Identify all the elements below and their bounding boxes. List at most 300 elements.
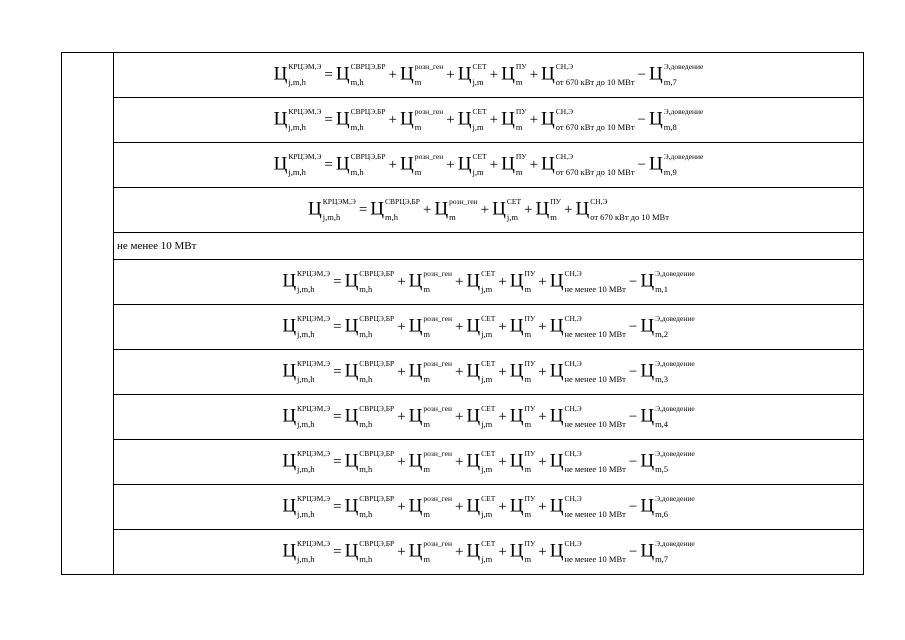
symbol-ts: Ц bbox=[509, 316, 524, 337]
price-formula bbox=[282, 404, 695, 429]
script-stack bbox=[555, 62, 635, 87]
term-delivery bbox=[640, 404, 695, 429]
superscript: КРЦЭМ,Э bbox=[322, 197, 356, 206]
plus-sign: + bbox=[498, 273, 507, 290]
term-generation bbox=[335, 62, 386, 87]
script-stack bbox=[423, 494, 452, 519]
term-lhs bbox=[282, 269, 331, 294]
symbol-ts: Ц bbox=[282, 361, 297, 382]
script-stack bbox=[524, 269, 536, 294]
symbol-ts: Ц bbox=[640, 541, 655, 562]
subscript: m bbox=[515, 76, 523, 87]
symbol-ts: Ц bbox=[575, 199, 590, 220]
subscript: j,m,h bbox=[297, 463, 315, 474]
subscript: j,m bbox=[481, 508, 493, 519]
symbol-ts: Ц bbox=[308, 199, 322, 220]
term-retail bbox=[408, 269, 452, 294]
subscript: j,m,h bbox=[288, 121, 306, 132]
symbol-ts: Ц bbox=[509, 271, 524, 292]
plus-sign: + bbox=[388, 66, 397, 83]
subscript: j,m bbox=[481, 373, 493, 384]
minus-sign: − bbox=[628, 498, 638, 515]
plus-sign: + bbox=[454, 318, 464, 335]
price-formula bbox=[308, 197, 669, 222]
symbol-ts: Ц bbox=[466, 406, 481, 427]
superscript: СЕТ bbox=[481, 539, 496, 548]
plus-sign: + bbox=[422, 201, 432, 218]
superscript: КРЦЭМ,Э bbox=[297, 404, 331, 413]
symbol-ts: Ц bbox=[282, 316, 297, 337]
subscript: m,h bbox=[350, 121, 364, 132]
script-stack bbox=[655, 539, 695, 564]
superscript: Э,доведение bbox=[655, 539, 695, 548]
script-stack bbox=[663, 62, 704, 87]
subscript: m,h bbox=[359, 283, 373, 294]
subscript: от 670 кВт до 10 МВт bbox=[590, 211, 669, 222]
symbol-ts: Ц bbox=[549, 361, 564, 382]
formula-cell bbox=[114, 98, 864, 143]
term-own-needs bbox=[549, 449, 626, 474]
symbol-ts: Ц bbox=[492, 199, 506, 220]
superscript: Э,доведение bbox=[655, 404, 695, 413]
script-stack bbox=[564, 449, 626, 474]
superscript: СЕТ bbox=[472, 107, 487, 116]
symbol-ts: Ц bbox=[535, 199, 550, 220]
subscript: m,7 bbox=[663, 76, 677, 87]
formula-cell bbox=[114, 188, 864, 233]
superscript: ПУ bbox=[524, 269, 536, 278]
superscript: розн_ген bbox=[423, 539, 452, 548]
script-stack bbox=[515, 107, 527, 132]
superscript: Э,доведение bbox=[663, 152, 704, 161]
symbol-ts: Ц bbox=[408, 271, 423, 292]
symbol-ts: Ц bbox=[408, 541, 423, 562]
term-own-needs bbox=[541, 107, 635, 132]
formula-cell bbox=[114, 350, 864, 395]
superscript: ПУ bbox=[524, 539, 536, 548]
script-stack bbox=[359, 269, 395, 294]
subscript: m,5 bbox=[655, 463, 669, 474]
script-stack bbox=[423, 404, 452, 429]
superscript: КРЦЭМ,Э bbox=[297, 494, 331, 503]
superscript: ПУ bbox=[524, 449, 536, 458]
term-network bbox=[466, 494, 496, 519]
subscript: m bbox=[423, 463, 431, 474]
script-stack bbox=[359, 359, 395, 384]
superscript: Э,доведение bbox=[655, 359, 695, 368]
subscript: m,h bbox=[359, 328, 373, 339]
formula-row bbox=[62, 143, 864, 188]
script-stack bbox=[481, 269, 496, 294]
script-stack bbox=[506, 197, 522, 222]
term-network bbox=[457, 152, 487, 177]
script-stack bbox=[350, 107, 386, 132]
superscript: Э,доведение bbox=[655, 449, 695, 458]
formula-cell bbox=[114, 440, 864, 485]
plus-sign: + bbox=[498, 498, 507, 515]
term-delivery bbox=[640, 494, 695, 519]
script-stack bbox=[423, 314, 452, 339]
superscript: СН,Э bbox=[564, 539, 582, 548]
minus-sign: − bbox=[628, 453, 638, 470]
subscript: j,m bbox=[472, 166, 484, 177]
script-stack bbox=[288, 62, 322, 87]
term-own-needs bbox=[549, 494, 626, 519]
superscript: СН,Э bbox=[555, 107, 574, 116]
term-network bbox=[466, 269, 496, 294]
plus-sign: + bbox=[397, 543, 406, 560]
term-retail bbox=[408, 404, 452, 429]
formula-row bbox=[62, 350, 864, 395]
subscript: m bbox=[423, 373, 431, 384]
subscript: j,m bbox=[481, 553, 493, 564]
script-stack bbox=[524, 314, 536, 339]
subscript: m bbox=[550, 211, 557, 222]
plus-sign: + bbox=[454, 543, 464, 560]
subscript: m,1 bbox=[655, 283, 669, 294]
script-stack bbox=[564, 314, 626, 339]
subscript: m bbox=[524, 283, 532, 294]
plus-sign: + bbox=[529, 111, 539, 128]
superscript: КРЦЭМ,Э bbox=[297, 269, 331, 278]
plus-sign: + bbox=[454, 363, 464, 380]
side-cell bbox=[62, 98, 114, 143]
script-stack bbox=[288, 152, 322, 177]
script-stack bbox=[564, 494, 626, 519]
subscript: m bbox=[414, 166, 422, 177]
subscript: m bbox=[524, 328, 532, 339]
term-generation bbox=[344, 269, 395, 294]
price-formula bbox=[282, 269, 695, 294]
symbol-ts: Ц bbox=[408, 316, 423, 337]
subscript: m,9 bbox=[663, 166, 677, 177]
script-stack bbox=[414, 62, 444, 87]
symbol-ts: Ц bbox=[434, 199, 449, 220]
symbol-ts: Ц bbox=[273, 64, 288, 85]
superscript: розн_ген bbox=[423, 404, 452, 413]
subscript: m bbox=[515, 166, 523, 177]
equals-sign: = bbox=[324, 111, 333, 128]
term-own-needs bbox=[549, 269, 626, 294]
term-infra bbox=[501, 107, 527, 132]
subscript: j,m bbox=[472, 121, 484, 132]
script-stack bbox=[655, 269, 695, 294]
superscript: розн_ген bbox=[423, 494, 452, 503]
symbol-ts: Ц bbox=[282, 406, 297, 427]
symbol-ts: Ц bbox=[399, 109, 414, 130]
script-stack bbox=[515, 152, 527, 177]
superscript: СВРЦЭ,БР bbox=[350, 107, 386, 116]
superscript: СЕТ bbox=[481, 269, 496, 278]
script-stack bbox=[524, 404, 536, 429]
formula-table bbox=[61, 52, 864, 575]
subscript: j,m,h bbox=[297, 283, 315, 294]
symbol-ts: Ц bbox=[640, 451, 655, 472]
term-lhs bbox=[282, 404, 331, 429]
term-network bbox=[466, 314, 496, 339]
side-cell bbox=[62, 485, 114, 530]
plus-sign: + bbox=[563, 201, 573, 218]
plus-sign: + bbox=[388, 111, 397, 128]
symbol-ts: Ц bbox=[640, 406, 655, 427]
superscript: розн_ген bbox=[423, 449, 452, 458]
minus-sign: − bbox=[628, 273, 638, 290]
side-cell bbox=[62, 53, 114, 98]
term-retail bbox=[408, 314, 452, 339]
subscript: j,m bbox=[481, 463, 493, 474]
subscript: m bbox=[515, 121, 523, 132]
plus-sign: + bbox=[388, 156, 397, 173]
symbol-ts: Ц bbox=[649, 154, 663, 175]
symbol-ts: Ц bbox=[549, 316, 564, 337]
equals-sign: = bbox=[333, 453, 342, 470]
script-stack bbox=[590, 197, 669, 222]
script-stack bbox=[472, 152, 487, 177]
term-infra bbox=[509, 269, 536, 294]
side-cell bbox=[62, 305, 114, 350]
side-cell bbox=[62, 350, 114, 395]
superscript: ПУ bbox=[515, 152, 527, 161]
script-stack bbox=[359, 494, 395, 519]
formula-cell bbox=[114, 395, 864, 440]
script-stack bbox=[359, 404, 395, 429]
side-cell bbox=[62, 440, 114, 485]
equals-sign: = bbox=[324, 156, 333, 173]
superscript: СВРЦЭ,БР bbox=[359, 539, 395, 548]
superscript: СЕТ bbox=[481, 449, 496, 458]
symbol-ts: Ц bbox=[640, 496, 655, 517]
superscript: розн_ген bbox=[423, 269, 452, 278]
term-generation bbox=[344, 449, 395, 474]
superscript: СЕТ bbox=[506, 197, 522, 206]
subscript: m,6 bbox=[655, 508, 669, 519]
symbol-ts: Ц bbox=[466, 541, 481, 562]
subscript: не менее 10 МВт bbox=[564, 328, 626, 339]
script-stack bbox=[350, 62, 386, 87]
symbol-ts: Ц bbox=[282, 451, 297, 472]
term-infra bbox=[509, 494, 536, 519]
term-lhs bbox=[273, 152, 322, 177]
minus-sign: − bbox=[637, 111, 647, 128]
plus-sign: + bbox=[397, 498, 406, 515]
script-stack bbox=[524, 494, 536, 519]
term-delivery bbox=[640, 269, 695, 294]
symbol-ts: Ц bbox=[509, 496, 524, 517]
superscript: СВРЦЭ,БР bbox=[385, 197, 420, 206]
plus-sign: + bbox=[498, 453, 507, 470]
price-formula bbox=[282, 359, 695, 384]
minus-sign: − bbox=[637, 156, 647, 173]
term-network bbox=[466, 359, 496, 384]
term-lhs bbox=[273, 107, 322, 132]
symbol-ts: Ц bbox=[640, 271, 655, 292]
plus-sign: + bbox=[454, 408, 464, 425]
plus-sign: + bbox=[489, 66, 499, 83]
side-cell bbox=[62, 530, 114, 575]
section-label: не менее 10 МВт bbox=[114, 233, 864, 260]
symbol-ts: Ц bbox=[408, 451, 423, 472]
subscript: не менее 10 МВт bbox=[564, 553, 626, 564]
script-stack bbox=[472, 107, 487, 132]
term-lhs bbox=[282, 539, 331, 564]
script-stack bbox=[297, 404, 331, 429]
symbol-ts: Ц bbox=[541, 64, 555, 85]
term-generation bbox=[335, 152, 386, 177]
term-delivery bbox=[649, 152, 704, 177]
superscript: СЕТ bbox=[481, 404, 496, 413]
superscript: Э,доведение bbox=[655, 269, 695, 278]
subscript: m bbox=[524, 508, 532, 519]
script-stack bbox=[564, 359, 626, 384]
subscript: от 670 кВт до 10 МВт bbox=[555, 76, 635, 87]
script-stack bbox=[297, 494, 331, 519]
symbol-ts: Ц bbox=[335, 154, 350, 175]
symbol-ts: Ц bbox=[640, 361, 655, 382]
term-own-needs bbox=[549, 314, 626, 339]
plus-sign: + bbox=[489, 111, 499, 128]
superscript: розн_ген bbox=[423, 314, 452, 323]
superscript: СВРЦЭ,БР bbox=[359, 359, 395, 368]
superscript: розн_ген bbox=[414, 62, 444, 71]
superscript: СЕТ bbox=[481, 359, 496, 368]
superscript: КРЦЭМ,Э bbox=[288, 107, 322, 116]
side-cell bbox=[62, 188, 114, 233]
plus-sign: + bbox=[538, 363, 547, 380]
minus-sign: − bbox=[628, 363, 638, 380]
term-lhs bbox=[308, 197, 356, 222]
term-infra bbox=[509, 359, 536, 384]
superscript: СН,Э bbox=[555, 62, 574, 71]
plus-sign: + bbox=[454, 453, 464, 470]
script-stack bbox=[297, 359, 331, 384]
term-generation bbox=[344, 359, 395, 384]
script-stack bbox=[564, 269, 626, 294]
side-cell bbox=[62, 143, 114, 188]
script-stack bbox=[350, 152, 386, 177]
plus-sign: + bbox=[397, 408, 406, 425]
formula-row bbox=[62, 440, 864, 485]
symbol-ts: Ц bbox=[549, 406, 564, 427]
symbol-ts: Ц bbox=[549, 541, 564, 562]
symbol-ts: Ц bbox=[408, 496, 423, 517]
subscript: не менее 10 МВт bbox=[564, 418, 626, 429]
superscript: СВРЦЭ,БР bbox=[359, 314, 395, 323]
subscript: m,h bbox=[359, 508, 373, 519]
formula-row bbox=[62, 530, 864, 575]
formula-row bbox=[62, 395, 864, 440]
superscript: розн_ген bbox=[423, 359, 452, 368]
symbol-ts: Ц bbox=[273, 154, 288, 175]
symbol-ts: Ц bbox=[344, 406, 359, 427]
section-row bbox=[62, 233, 864, 260]
symbol-ts: Ц bbox=[549, 496, 564, 517]
term-network bbox=[492, 197, 522, 222]
script-stack bbox=[564, 404, 626, 429]
term-infra bbox=[535, 197, 561, 222]
formula-row bbox=[62, 305, 864, 350]
term-lhs bbox=[282, 494, 331, 519]
script-stack bbox=[481, 449, 496, 474]
plus-sign: + bbox=[538, 453, 547, 470]
term-lhs bbox=[273, 62, 322, 87]
superscript: Э,доведение bbox=[655, 494, 695, 503]
symbol-ts: Ц bbox=[501, 109, 515, 130]
term-network bbox=[466, 404, 496, 429]
subscript: m bbox=[423, 328, 431, 339]
script-stack bbox=[297, 269, 331, 294]
superscript: розн_ген bbox=[414, 107, 444, 116]
term-generation bbox=[344, 494, 395, 519]
script-stack bbox=[481, 494, 496, 519]
symbol-ts: Ц bbox=[399, 64, 414, 85]
formula-row bbox=[62, 485, 864, 530]
term-own-needs bbox=[575, 197, 669, 222]
minus-sign: − bbox=[628, 543, 638, 560]
script-stack bbox=[481, 359, 496, 384]
subscript: m bbox=[524, 553, 532, 564]
symbol-ts: Ц bbox=[649, 64, 663, 85]
script-stack bbox=[359, 314, 395, 339]
plus-sign: + bbox=[454, 498, 464, 515]
subscript: m,7 bbox=[655, 553, 669, 564]
term-own-needs bbox=[549, 404, 626, 429]
superscript: розн_ген bbox=[414, 152, 444, 161]
formula-row bbox=[62, 188, 864, 233]
superscript: Э,доведение bbox=[663, 107, 704, 116]
symbol-ts: Ц bbox=[549, 271, 564, 292]
subscript: m bbox=[524, 373, 532, 384]
term-generation bbox=[370, 197, 420, 222]
term-infra bbox=[509, 539, 536, 564]
symbol-ts: Ц bbox=[509, 406, 524, 427]
symbol-ts: Ц bbox=[399, 154, 414, 175]
price-formula bbox=[273, 107, 704, 132]
script-stack bbox=[663, 107, 704, 132]
superscript: СВРЦЭ,БР bbox=[359, 449, 395, 458]
term-delivery bbox=[640, 359, 695, 384]
subscript: m bbox=[524, 418, 532, 429]
plus-sign: + bbox=[454, 273, 464, 290]
superscript: КРЦЭМ,Э bbox=[288, 62, 322, 71]
formula-cell bbox=[114, 485, 864, 530]
symbol-ts: Ц bbox=[344, 361, 359, 382]
plus-sign: + bbox=[397, 273, 406, 290]
subscript: m,h bbox=[350, 76, 364, 87]
script-stack bbox=[524, 359, 536, 384]
price-formula bbox=[273, 62, 704, 87]
superscript: Э,доведение bbox=[655, 314, 695, 323]
term-generation bbox=[335, 107, 386, 132]
subscript: m,4 bbox=[655, 418, 669, 429]
price-formula bbox=[282, 539, 695, 564]
symbol-ts: Ц bbox=[649, 109, 663, 130]
equals-sign: = bbox=[333, 363, 342, 380]
subscript: m,h bbox=[385, 211, 399, 222]
symbol-ts: Ц bbox=[501, 154, 515, 175]
script-stack bbox=[515, 62, 527, 87]
script-stack bbox=[550, 197, 561, 222]
term-infra bbox=[501, 152, 527, 177]
superscript: КРЦЭМ,Э bbox=[297, 359, 331, 368]
term-delivery bbox=[640, 314, 695, 339]
term-own-needs bbox=[549, 359, 626, 384]
symbol-ts: Ц bbox=[549, 451, 564, 472]
script-stack bbox=[359, 449, 395, 474]
plus-sign: + bbox=[538, 498, 547, 515]
symbol-ts: Ц bbox=[344, 451, 359, 472]
side-cell bbox=[62, 260, 114, 305]
plus-sign: + bbox=[446, 156, 455, 173]
